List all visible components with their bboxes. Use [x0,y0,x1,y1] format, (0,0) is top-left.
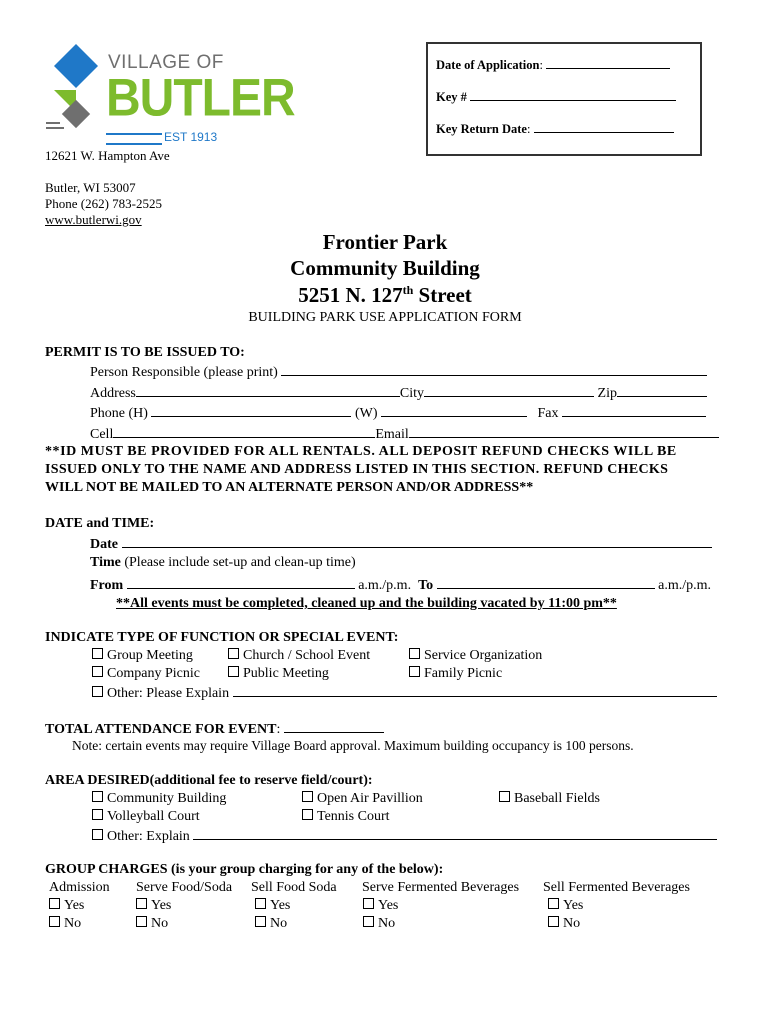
logo-village-of: VILLAGE OF [108,52,224,73]
title-building: Community Building [290,256,480,280]
other-function-field[interactable] [233,684,717,697]
checkbox-icon[interactable] [548,916,559,927]
date-of-application-field[interactable] [546,56,670,69]
key-number-field[interactable] [470,88,676,101]
sell-fermented-no[interactable]: No [548,916,580,932]
option-volleyball-court[interactable]: Volleyball Court [92,809,200,825]
logo-mark-icon [46,44,106,134]
fax-label: Fax [537,406,559,421]
checkbox-icon[interactable] [136,898,147,909]
function-heading: INDICATE TYPE OF FUNCTION OR SPECIAL EVENT: [45,630,399,645]
area-heading: AREA DESIRED(additional fee to reserve field/court): [45,773,373,788]
option-group-meeting[interactable]: Group Meeting [92,648,193,664]
time-note: (Please include set-up and clean-up time) [120,555,356,570]
person-responsible-field[interactable] [281,363,707,376]
serve-fermented-yes[interactable]: Yes [363,898,398,914]
logo-stripes [106,133,162,145]
from-to-row [90,576,711,594]
zip-field[interactable] [617,384,707,397]
checkbox-icon[interactable] [302,791,313,802]
checkbox-icon[interactable] [92,791,103,802]
title-address: 5251 N. 127th Street [298,283,472,307]
checkbox-icon[interactable] [255,898,266,909]
address-label: Address [90,386,136,401]
checkbox-icon[interactable] [363,916,374,927]
city-label: City [399,386,425,401]
refund-notice-line1: **ID MUST BE PROVIDED FOR ALL RENTALS. ALL DEPOSIT REFUND CHECKS WILL BE [45,444,677,459]
village-phone: Phone (262) 783-2525 [45,196,162,211]
zip-label: Zip [597,386,617,401]
village-website-link[interactable]: www.butlerwi.gov [45,212,142,227]
checkbox-icon[interactable] [228,666,239,677]
checkbox-icon[interactable] [49,916,60,927]
checkbox-icon[interactable] [92,648,103,659]
attendance-field[interactable] [284,720,384,733]
admission-yes[interactable]: Yes [49,898,84,914]
checkbox-icon[interactable] [255,916,266,927]
checkbox-icon[interactable] [409,648,420,659]
option-baseball-fields[interactable]: Baseball Fields [499,791,600,807]
sell-food-no[interactable]: No [255,916,287,932]
checkbox-icon[interactable] [92,686,103,697]
option-community-building[interactable]: Community Building [92,791,226,807]
option-tennis-court[interactable]: Tennis Court [302,809,390,825]
charges-col-serve-fermented: Serve Fermented Beverages [362,880,520,895]
checkbox-icon[interactable] [92,829,103,840]
key-info-box: Date of Application: Key # Key Return Date: [426,42,702,156]
cell-field[interactable] [113,425,375,438]
serve-fermented-no[interactable]: No [363,916,395,932]
to-time-field[interactable] [437,576,655,589]
attendance-note: Note: certain events may require Village Board approval. Maximum building occupancy is 100 persons. [72,738,634,753]
sell-food-yes[interactable]: Yes [255,898,290,914]
sell-fermented-yes[interactable]: Yes [548,898,583,914]
admission-no[interactable]: No [49,916,81,932]
phone-work-label: (W) [354,406,378,421]
to-label: To [418,578,434,593]
charges-heading: GROUP CHARGES (is your group charging for any of the below): [45,862,444,877]
charges-col-serve-food: Serve Food/Soda [136,880,233,895]
form-name: BUILDING PARK USE APPLICATION FORM [248,310,522,325]
attendance-heading: TOTAL ATTENDANCE FOR EVENT [45,722,277,737]
date-of-application-label: Date of Application [436,58,540,72]
option-open-air-pavillion[interactable]: Open Air Pavillion [302,791,423,807]
person-responsible-label: Person Responsible (please print) [90,365,278,380]
datetime-heading: DATE and TIME: [45,516,155,531]
option-other-area[interactable]: Other: Explain [92,827,717,845]
checkbox-icon[interactable] [363,898,374,909]
option-family-picnic[interactable]: Family Picnic [409,666,502,682]
email-field[interactable] [409,425,719,438]
phone-row [90,404,706,422]
vacate-notice: **All events must be completed, cleaned up and the building vacated by 11:00 pm** [116,596,617,611]
person-responsible-row [90,363,707,381]
logo-butler: BUTLER [106,69,295,128]
date-field[interactable] [122,535,712,548]
checkbox-icon[interactable] [136,916,147,927]
checkbox-icon[interactable] [302,809,313,820]
village-logo [46,44,295,146]
time-row [90,555,356,571]
key-number-label: Key # [436,90,467,104]
logo-est: EST 1913 [164,130,218,144]
cell-row [90,425,719,443]
checkbox-icon[interactable] [49,898,60,909]
option-other-function[interactable]: Other: Please Explain [92,684,717,702]
charges-col-sell-fermented: Sell Fermented Beverages [543,880,690,895]
time-label: Time [90,555,121,570]
permit-heading: PERMIT IS TO BE ISSUED TO: [45,345,245,360]
village-street: 12621 W. Hampton Ave [45,148,170,163]
from-time-field[interactable] [127,576,355,589]
checkbox-icon[interactable] [499,791,510,802]
from-label: From [90,578,124,593]
refund-notice-line2: ISSUED ONLY TO THE NAME AND ADDRESS LISTED IN THIS SECTION. REFUND CHECKS [45,462,669,477]
checkbox-icon[interactable] [548,898,559,909]
charges-col-sell-food: Sell Food Soda [251,880,337,895]
other-area-field[interactable] [193,827,717,840]
phone-home-label: Phone (H) [90,406,148,421]
key-return-date-label: Key Return Date [436,122,527,136]
title-park: Frontier Park [322,230,448,254]
cell-label: Cell [90,427,114,442]
serve-food-yes[interactable]: Yes [136,898,171,914]
option-service-organization[interactable]: Service Organization [409,648,542,664]
option-church-school-event[interactable]: Church / School Event [228,648,370,664]
checkbox-icon[interactable] [92,809,103,820]
key-return-date-field[interactable] [534,120,674,133]
phone-home-field[interactable] [151,404,351,417]
checkbox-icon[interactable] [409,666,420,677]
fax-field[interactable] [562,404,706,417]
city-field[interactable] [424,384,594,397]
address-field[interactable] [136,384,400,397]
refund-notice-line3: WILL NOT BE MAILED TO AN ALTERNATE PERSON AND/OR ADDRESS** [45,480,534,495]
checkbox-icon[interactable] [92,666,103,677]
village-city: Butler, WI 53007 [45,180,136,195]
to-ampm: a.m./p.m. [658,578,712,593]
address-row [90,384,707,402]
checkbox-icon[interactable] [228,648,239,659]
from-ampm: a.m./p.m. [358,578,412,593]
phone-work-field[interactable] [381,404,527,417]
serve-food-no[interactable]: No [136,916,168,932]
date-label: Date [90,537,118,552]
attendance-row: TOTAL ATTENDANCE FOR EVENT: [45,720,384,738]
date-row [90,535,712,553]
option-public-meeting[interactable]: Public Meeting [228,666,329,682]
option-company-picnic[interactable]: Company Picnic [92,666,200,682]
charges-col-admission: Admission [49,880,110,895]
email-label: Email [375,427,409,442]
